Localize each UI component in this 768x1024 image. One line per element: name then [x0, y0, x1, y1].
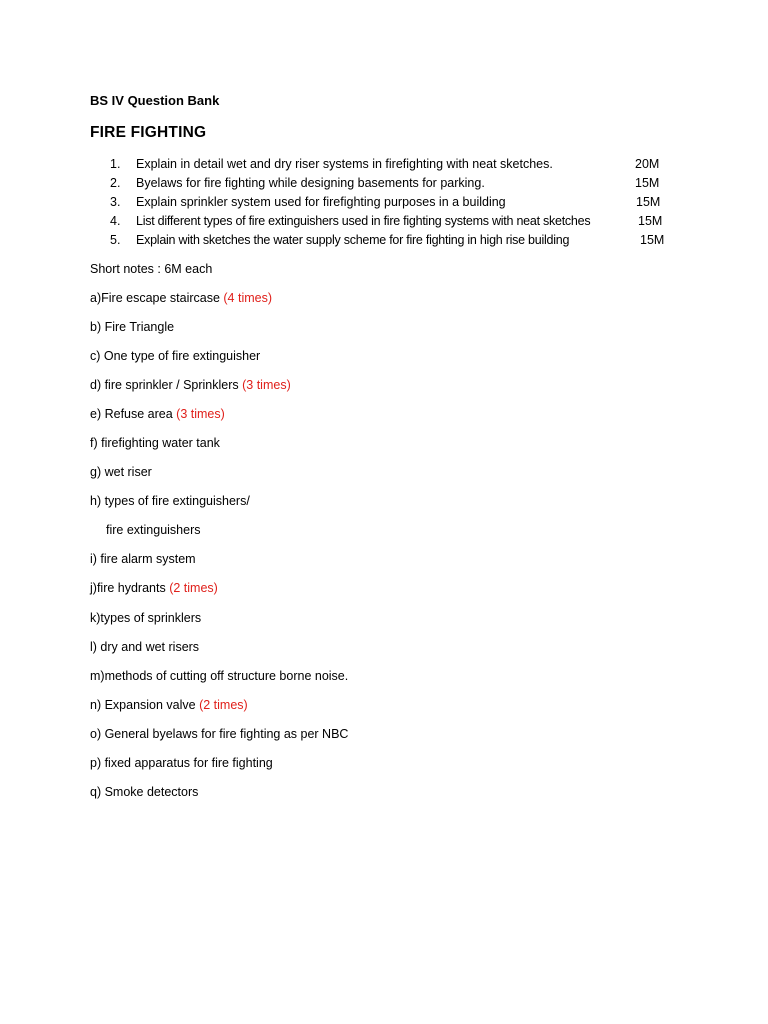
section-title: FIRE FIGHTING [90, 124, 207, 141]
short-note-text: f) firefighting water tank [90, 436, 220, 450]
short-note [90, 638, 199, 656]
question-marks: 15M [640, 233, 665, 247]
times-count: (2 times) [169, 581, 218, 595]
question-text: Byelaws for fire fighting while designing basements for parking. [136, 176, 485, 190]
question-marks: 15M [635, 176, 660, 190]
question-text: List different types of fire extinguishers used in fire fighting systems with neat sketches [136, 214, 591, 228]
short-note-text: c) One type of fire extinguisher [90, 349, 261, 363]
short-note-text: k)types of sprinklers [90, 611, 202, 625]
times-count: (3 times) [176, 407, 225, 421]
short-note [90, 725, 348, 743]
short-note [90, 463, 152, 481]
short-note-text: g) wet riser [90, 465, 152, 479]
times-count: (2 times) [199, 698, 248, 712]
question-number: 2. [110, 176, 121, 190]
short-note [90, 434, 220, 452]
short-note [90, 696, 248, 714]
question-number: 5. [110, 233, 121, 247]
short-note [90, 550, 196, 568]
short-note [90, 405, 225, 423]
question-marks: 20M [635, 157, 660, 171]
short-note-text: p) fixed apparatus for fire fighting [90, 756, 273, 770]
short-note-text: i) fire alarm system [90, 552, 196, 566]
short-note [90, 347, 260, 365]
question-marks: 15M [636, 195, 661, 209]
short-note-text: a)Fire escape staircase [90, 291, 224, 305]
short-note-text: e) Refuse area [90, 407, 177, 421]
short-note [90, 579, 218, 597]
short-note-text: n) Expansion valve [90, 698, 200, 712]
short-note-text: j)fire hydrants [90, 581, 170, 595]
question-number: 3. [110, 195, 121, 209]
short-note [90, 609, 201, 627]
question-number: 1. [110, 157, 121, 171]
question-text: Explain with sketches the water supply scheme for fire fighting in high rise building [136, 233, 570, 247]
short-note-text: b) Fire Triangle [90, 320, 175, 334]
short-note-text: q) Smoke detectors [90, 785, 199, 799]
short-notes-heading: Short notes : 6M each [90, 262, 213, 276]
short-note [90, 667, 348, 685]
short-note-text: h) types of fire extinguishers/ [90, 494, 250, 508]
short-note-text: m)methods of cutting off structure borne noise. [90, 669, 349, 683]
short-note [90, 492, 250, 510]
times-count: (4 times) [223, 291, 273, 305]
short-note-text: o) General byelaws for fire fighting as per NBC [90, 727, 349, 741]
question-text: Explain in detail wet and dry riser systems in firefighting with neat sketches. [136, 157, 553, 171]
short-note [90, 289, 272, 307]
question-text: Explain sprinkler system used for firefighting purposes in a building [136, 195, 506, 209]
short-note-text: fire extinguishers [106, 523, 201, 537]
short-note [106, 521, 201, 539]
question-marks: 15M [638, 214, 663, 228]
short-note [90, 754, 273, 772]
question-number: 4. [110, 214, 121, 228]
short-note-text: d) fire sprinkler / Sprinklers [90, 378, 243, 392]
short-note [90, 376, 291, 394]
times-count: (3 times) [242, 378, 291, 392]
short-note-text: l) dry and wet risers [90, 640, 200, 654]
short-note [90, 783, 198, 801]
short-note [90, 318, 174, 336]
document-header: BS IV Question Bank [90, 93, 220, 108]
